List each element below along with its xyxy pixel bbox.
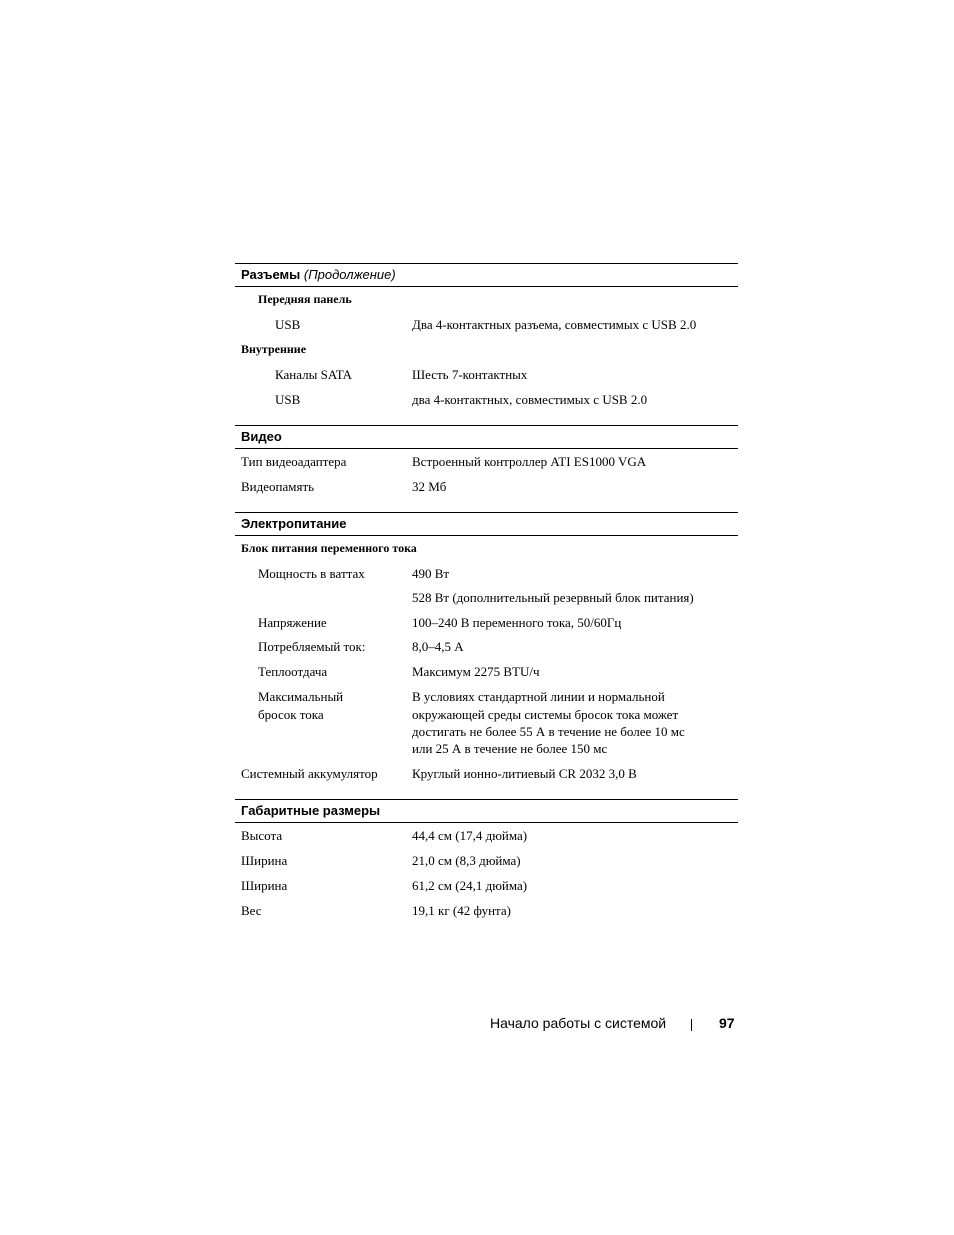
spec-value-inrush-line2: окружающей среды системы бросок тока может: [412, 707, 679, 722]
page-number: 97: [719, 1015, 735, 1031]
spec-value-current: 8,0–4,5 А: [412, 639, 464, 654]
footer-separator: [691, 1019, 692, 1031]
spec-label-sata: Каналы SATA: [275, 367, 353, 382]
section-header-power: [235, 512, 738, 536]
spec-label-inrush: Максимальный: [258, 689, 344, 704]
spec-label-voltage: Напряжение: [258, 615, 327, 630]
spec-value-width: 21,0 см (8,3 дюйма): [412, 853, 521, 868]
section-header-video: [235, 425, 738, 449]
spec-label-heat: Теплоотдача: [258, 664, 328, 679]
section-title-suffix: (Продолжение): [303, 267, 396, 282]
spec-value-heat: Максимум 2275 BTU/ч: [412, 664, 540, 679]
footer-chapter-title: Начало работы с системой: [490, 1015, 667, 1031]
spec-value-usb-front: Два 4-контактных разъема, совместимых с USB 2.0: [412, 317, 697, 332]
spec-label-video-memory: Видеопамять: [241, 479, 315, 494]
subheading-front-panel: Передняя панель: [258, 292, 352, 306]
spec-value-battery: Круглый ионно-литиевый CR 2032 3,0 В: [412, 766, 637, 781]
spec-label-width: Ширина: [241, 853, 288, 868]
section-header-connectors: [235, 263, 738, 287]
section-title: Разъемы (Продолжение): [241, 267, 396, 282]
spec-label-video-type: Тип видеоадаптера: [241, 454, 347, 469]
section-title: Видео: [241, 429, 282, 444]
spec-label-current: Потребляемый ток:: [258, 639, 366, 654]
subheading-internal: Внутренние: [241, 342, 307, 356]
spec-label-height: Высота: [241, 828, 283, 843]
spec-value-sata: Шесть 7-контактных: [412, 367, 528, 382]
section-title: Электропитание: [241, 516, 347, 531]
section-header-dimensions: [235, 799, 738, 823]
subheading-ac-psu: Блок питания переменного тока: [241, 541, 417, 555]
spec-value-inrush-line4: или 25 А в течение не более 150 мс: [412, 741, 608, 756]
spec-value-inrush-line1: В условиях стандартной линии и нормальной: [412, 689, 665, 704]
spec-label-inrush-line2: бросок тока: [258, 707, 324, 722]
spec-label-weight: Вес: [241, 903, 262, 918]
spec-value-weight: 19,1 кг (42 фунта): [412, 903, 511, 918]
spec-value-video-type: Встроенный контроллер ATI ES1000 VGA: [412, 454, 647, 469]
spec-label-usb-front: USB: [275, 317, 301, 332]
spec-value-wattage: 490 Вт: [412, 566, 450, 581]
spec-label-usb-internal: USB: [275, 392, 301, 407]
spec-value-height: 44,4 см (17,4 дюйма): [412, 828, 528, 843]
spec-value-inrush-line3: достигать не более 55 А в течение не более 10 мс: [412, 724, 685, 739]
spec-label-battery: Системный аккумулятор: [241, 766, 378, 781]
spec-value-video-memory: 32 Мб: [412, 479, 447, 494]
spec-value-wattage-redundant: 528 Вт (дополнительный резервный блок питания): [412, 590, 694, 605]
section-title: Габаритные размеры: [241, 803, 381, 818]
spec-value-depth: 61,2 см (24,1 дюйма): [412, 878, 528, 893]
spec-label-depth: Ширина: [241, 878, 288, 893]
spec-value-voltage: 100–240 В переменного тока, 50/60Гц: [412, 615, 622, 630]
spec-value-usb-internal: два 4-контактных, совместимых с USB 2.0: [412, 392, 648, 407]
spec-label-wattage: Мощность в ваттах: [258, 566, 365, 581]
